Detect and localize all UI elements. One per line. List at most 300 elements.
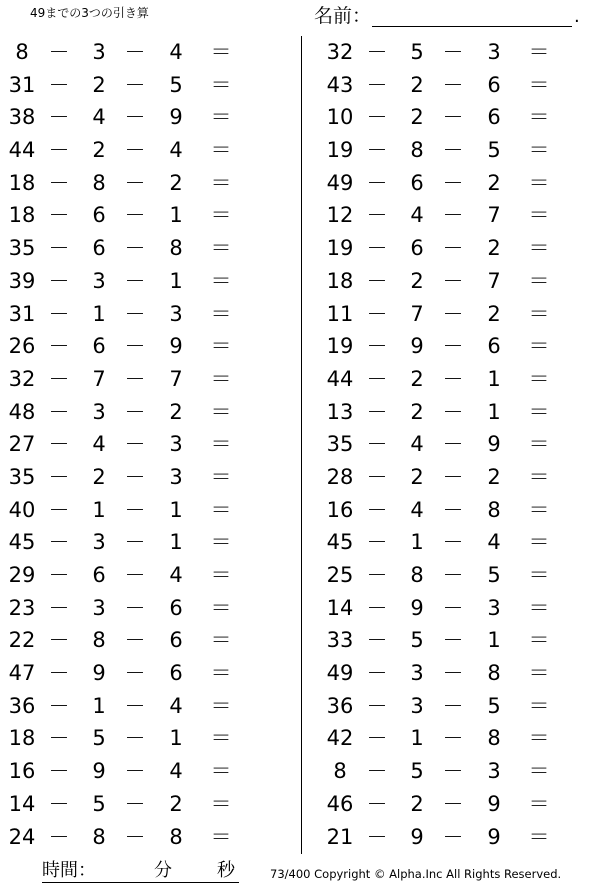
minus-sign: － bbox=[124, 791, 146, 816]
minus-sign: － bbox=[366, 628, 388, 653]
equals-sign: ＝ bbox=[528, 824, 550, 849]
first-operand: 19 bbox=[326, 236, 354, 261]
equals-sign: ＝ bbox=[210, 268, 232, 293]
minus-sign: － bbox=[124, 824, 146, 849]
third-operand: 2 bbox=[487, 464, 501, 489]
third-operand: 3 bbox=[169, 301, 183, 326]
first-operand: 45 bbox=[8, 530, 36, 555]
problem-row bbox=[318, 134, 588, 167]
minus-sign: － bbox=[48, 824, 70, 849]
minus-sign: － bbox=[442, 464, 464, 489]
third-operand: 6 bbox=[169, 628, 183, 653]
first-operand: 32 bbox=[326, 40, 354, 64]
third-operand: 4 bbox=[169, 563, 183, 587]
problem-row bbox=[0, 330, 270, 363]
first-operand: 49 bbox=[326, 661, 354, 686]
second-operand: 8 bbox=[410, 563, 424, 587]
minus-sign: － bbox=[48, 563, 70, 587]
second-operand: 9 bbox=[410, 595, 424, 620]
problem-row bbox=[0, 396, 270, 429]
minus-sign: － bbox=[442, 236, 464, 261]
first-operand: 47 bbox=[8, 661, 36, 686]
second-operand: 2 bbox=[92, 464, 106, 489]
third-operand: 8 bbox=[169, 824, 183, 849]
second-operand: 3 bbox=[92, 595, 106, 620]
problem-row bbox=[318, 232, 588, 265]
first-operand: 40 bbox=[8, 497, 36, 522]
minus-sign: － bbox=[366, 497, 388, 522]
problem-row bbox=[318, 69, 588, 102]
first-operand: 25 bbox=[326, 563, 354, 587]
equals-sign: ＝ bbox=[210, 759, 232, 784]
second-operand: 3 bbox=[92, 268, 106, 293]
problem-row bbox=[0, 199, 270, 232]
minus-sign: － bbox=[48, 105, 70, 130]
equals-sign: ＝ bbox=[210, 399, 232, 424]
problem-row bbox=[0, 624, 270, 657]
first-operand: 13 bbox=[326, 399, 354, 424]
copyright-text: Copyright © Alpha.Inc All Rights Reserved. bbox=[314, 867, 562, 881]
minus-sign: － bbox=[366, 138, 388, 163]
third-operand: 4 bbox=[169, 138, 183, 163]
first-operand: 35 bbox=[8, 464, 36, 489]
problem-row bbox=[0, 134, 270, 167]
minus-sign: － bbox=[124, 334, 146, 359]
second-operand: 2 bbox=[410, 399, 424, 424]
minus-sign: － bbox=[366, 72, 388, 97]
first-operand: 35 bbox=[326, 432, 354, 457]
problem-row bbox=[318, 396, 588, 429]
minus-sign: － bbox=[366, 661, 388, 686]
second-operand: 3 bbox=[92, 40, 106, 64]
minus-sign: － bbox=[442, 726, 464, 751]
minus-sign: － bbox=[48, 366, 70, 391]
minus-sign: － bbox=[48, 791, 70, 816]
minus-sign: － bbox=[124, 366, 146, 391]
problem-row bbox=[0, 690, 270, 723]
column-divider bbox=[301, 36, 302, 854]
minus-sign: － bbox=[366, 170, 388, 195]
problem-row bbox=[0, 657, 270, 690]
minus-sign: － bbox=[442, 497, 464, 522]
third-operand: 8 bbox=[487, 726, 501, 751]
time-field bbox=[42, 860, 239, 883]
second-operand: 6 bbox=[92, 203, 106, 228]
problem-row bbox=[318, 657, 588, 690]
third-operand: 7 bbox=[487, 268, 501, 293]
minus-sign: － bbox=[48, 530, 70, 555]
second-operand: 4 bbox=[410, 432, 424, 457]
first-operand: 29 bbox=[8, 563, 36, 587]
second-operand: 8 bbox=[92, 170, 106, 195]
first-operand: 36 bbox=[326, 693, 354, 718]
equals-sign: ＝ bbox=[210, 628, 232, 653]
problem-row bbox=[0, 36, 270, 69]
minus-sign: － bbox=[442, 759, 464, 784]
first-operand: 38 bbox=[8, 105, 36, 130]
first-operand: 16 bbox=[8, 759, 36, 784]
third-operand: 5 bbox=[487, 693, 501, 718]
problems-column-right bbox=[318, 36, 588, 853]
minus-sign: － bbox=[442, 824, 464, 849]
first-operand: 32 bbox=[8, 366, 36, 391]
minus-sign: － bbox=[366, 334, 388, 359]
second-operand: 2 bbox=[92, 138, 106, 163]
first-operand: 36 bbox=[8, 693, 36, 718]
first-operand: 18 bbox=[8, 203, 36, 228]
problem-row bbox=[318, 363, 588, 396]
minus-sign: － bbox=[48, 268, 70, 293]
minus-sign: － bbox=[366, 530, 388, 555]
third-operand: 2 bbox=[169, 399, 183, 424]
minus-sign: － bbox=[48, 759, 70, 784]
third-operand: 1 bbox=[487, 628, 501, 653]
third-operand: 1 bbox=[169, 726, 183, 751]
third-operand: 1 bbox=[487, 366, 501, 391]
minus-sign: － bbox=[366, 791, 388, 816]
equals-sign: ＝ bbox=[210, 791, 232, 816]
minus-sign: － bbox=[442, 661, 464, 686]
second-operand: 1 bbox=[92, 301, 106, 326]
third-operand: 1 bbox=[169, 530, 183, 555]
equals-sign: ＝ bbox=[528, 301, 550, 326]
second-operand: 8 bbox=[92, 824, 106, 849]
equals-sign: ＝ bbox=[210, 824, 232, 849]
minus-sign: － bbox=[366, 563, 388, 587]
minus-sign: － bbox=[442, 170, 464, 195]
third-operand: 9 bbox=[487, 432, 501, 457]
minus-sign: － bbox=[124, 399, 146, 424]
first-operand: 24 bbox=[8, 824, 36, 849]
third-operand: 1 bbox=[169, 268, 183, 293]
third-operand: 7 bbox=[169, 366, 183, 391]
equals-sign: ＝ bbox=[210, 138, 232, 163]
problem-row bbox=[0, 101, 270, 134]
minus-sign: － bbox=[48, 628, 70, 653]
equals-sign: ＝ bbox=[528, 432, 550, 457]
problem-row bbox=[318, 298, 588, 331]
equals-sign: ＝ bbox=[528, 170, 550, 195]
third-operand: 1 bbox=[169, 203, 183, 228]
equals-sign: ＝ bbox=[528, 334, 550, 359]
equals-sign: ＝ bbox=[210, 530, 232, 555]
first-operand: 14 bbox=[326, 595, 354, 620]
worksheet-title: 49までの3つの引き算 bbox=[30, 6, 149, 20]
minus-sign: － bbox=[48, 203, 70, 228]
name-line bbox=[372, 26, 572, 27]
problem-row bbox=[318, 494, 588, 527]
first-operand: 16 bbox=[326, 497, 354, 522]
minus-sign: － bbox=[48, 170, 70, 195]
footer-copyright bbox=[270, 867, 561, 881]
equals-sign: ＝ bbox=[210, 595, 232, 620]
equals-sign: ＝ bbox=[528, 268, 550, 293]
first-operand: 8 bbox=[15, 40, 29, 64]
equals-sign: ＝ bbox=[528, 366, 550, 391]
first-operand: 18 bbox=[8, 726, 36, 751]
minus-sign: － bbox=[48, 40, 70, 64]
third-operand: 2 bbox=[487, 236, 501, 261]
equals-sign: ＝ bbox=[210, 726, 232, 751]
minus-sign: － bbox=[366, 693, 388, 718]
second-operand: 4 bbox=[92, 105, 106, 130]
third-operand: 4 bbox=[487, 530, 501, 555]
third-operand: 6 bbox=[169, 661, 183, 686]
equals-sign: ＝ bbox=[528, 759, 550, 784]
problem-row bbox=[0, 526, 270, 559]
minus-sign: － bbox=[124, 759, 146, 784]
second-operand: 9 bbox=[410, 334, 424, 359]
second-operand: 4 bbox=[410, 203, 424, 228]
first-operand: 26 bbox=[8, 334, 36, 359]
equals-sign: ＝ bbox=[528, 464, 550, 489]
minus-sign: － bbox=[124, 40, 146, 64]
minus-sign: － bbox=[366, 595, 388, 620]
minus-sign: － bbox=[442, 268, 464, 293]
third-operand: 6 bbox=[487, 105, 501, 130]
minus-sign: － bbox=[124, 236, 146, 261]
first-operand: 23 bbox=[8, 595, 36, 620]
minus-sign: － bbox=[442, 693, 464, 718]
second-operand: 6 bbox=[92, 236, 106, 261]
minus-sign: － bbox=[442, 301, 464, 326]
second-operand: 2 bbox=[410, 72, 424, 97]
second-operand: 4 bbox=[92, 432, 106, 457]
second-operand: 3 bbox=[92, 530, 106, 555]
equals-sign: ＝ bbox=[528, 628, 550, 653]
problem-row bbox=[318, 821, 588, 854]
minus-sign: － bbox=[442, 595, 464, 620]
problem-row bbox=[0, 167, 270, 200]
first-operand: 42 bbox=[326, 726, 354, 751]
third-operand: 8 bbox=[487, 497, 501, 522]
equals-sign: ＝ bbox=[210, 497, 232, 522]
equals-sign: ＝ bbox=[210, 432, 232, 457]
minutes-label: 分 bbox=[154, 860, 172, 881]
second-operand: 2 bbox=[410, 366, 424, 391]
third-operand: 2 bbox=[169, 170, 183, 195]
problem-row bbox=[0, 363, 270, 396]
problem-row bbox=[318, 722, 588, 755]
second-operand: 5 bbox=[410, 40, 424, 64]
problem-row bbox=[0, 298, 270, 331]
third-operand: 2 bbox=[487, 170, 501, 195]
second-operand: 3 bbox=[410, 661, 424, 686]
name-label: 名前： bbox=[314, 5, 372, 27]
third-operand: 9 bbox=[487, 824, 501, 849]
equals-sign: ＝ bbox=[528, 595, 550, 620]
first-operand: 31 bbox=[8, 72, 36, 97]
problem-row bbox=[318, 428, 588, 461]
minus-sign: － bbox=[124, 105, 146, 130]
third-operand: 2 bbox=[487, 301, 501, 326]
minus-sign: － bbox=[366, 105, 388, 130]
problem-row bbox=[0, 265, 270, 298]
equals-sign: ＝ bbox=[528, 563, 550, 587]
minus-sign: － bbox=[124, 203, 146, 228]
problem-row bbox=[318, 526, 588, 559]
page-number: 73/400 bbox=[270, 867, 311, 881]
minus-sign: － bbox=[442, 105, 464, 130]
second-operand: 9 bbox=[92, 661, 106, 686]
equals-sign: ＝ bbox=[210, 170, 232, 195]
second-operand: 6 bbox=[410, 170, 424, 195]
equals-sign: ＝ bbox=[210, 334, 232, 359]
second-operand: 3 bbox=[410, 693, 424, 718]
minus-sign: － bbox=[124, 301, 146, 326]
problems-column-left bbox=[0, 36, 270, 853]
third-operand: 7 bbox=[487, 203, 501, 228]
equals-sign: ＝ bbox=[210, 203, 232, 228]
equals-sign: ＝ bbox=[528, 203, 550, 228]
first-operand: 21 bbox=[326, 824, 354, 849]
minus-sign: － bbox=[442, 563, 464, 587]
minus-sign: － bbox=[124, 563, 146, 587]
first-operand: 48 bbox=[8, 399, 36, 424]
third-operand: 1 bbox=[169, 497, 183, 522]
third-operand: 2 bbox=[169, 791, 183, 816]
third-operand: 5 bbox=[487, 138, 501, 163]
minus-sign: － bbox=[442, 40, 464, 64]
minus-sign: － bbox=[124, 595, 146, 620]
third-operand: 9 bbox=[169, 105, 183, 130]
problem-row bbox=[0, 69, 270, 102]
problem-row bbox=[318, 330, 588, 363]
second-operand: 6 bbox=[410, 236, 424, 261]
problem-row bbox=[0, 428, 270, 461]
second-operand: 6 bbox=[92, 334, 106, 359]
name-dot: . bbox=[574, 6, 580, 27]
minus-sign: － bbox=[48, 693, 70, 718]
third-operand: 3 bbox=[487, 40, 501, 64]
first-operand: 11 bbox=[326, 301, 354, 326]
minus-sign: － bbox=[366, 824, 388, 849]
minus-sign: － bbox=[48, 72, 70, 97]
first-operand: 28 bbox=[326, 464, 354, 489]
second-operand: 2 bbox=[410, 105, 424, 130]
equals-sign: ＝ bbox=[210, 464, 232, 489]
third-operand: 8 bbox=[487, 661, 501, 686]
problem-row bbox=[0, 755, 270, 788]
second-operand: 5 bbox=[92, 791, 106, 816]
minus-sign: － bbox=[48, 236, 70, 261]
second-operand: 6 bbox=[92, 563, 106, 587]
third-operand: 3 bbox=[169, 432, 183, 457]
first-operand: 31 bbox=[8, 301, 36, 326]
third-operand: 4 bbox=[169, 40, 183, 64]
first-operand: 35 bbox=[8, 236, 36, 261]
equals-sign: ＝ bbox=[528, 138, 550, 163]
minus-sign: － bbox=[366, 726, 388, 751]
first-operand: 22 bbox=[8, 628, 36, 653]
problem-row bbox=[0, 821, 270, 854]
minus-sign: － bbox=[48, 399, 70, 424]
equals-sign: ＝ bbox=[528, 236, 550, 261]
problem-row bbox=[0, 722, 270, 755]
minus-sign: － bbox=[442, 791, 464, 816]
equals-sign: ＝ bbox=[210, 236, 232, 261]
minus-sign: － bbox=[366, 236, 388, 261]
minus-sign: － bbox=[442, 72, 464, 97]
minus-sign: － bbox=[366, 759, 388, 784]
problem-row bbox=[318, 199, 588, 232]
first-operand: 49 bbox=[326, 170, 354, 195]
second-operand: 2 bbox=[410, 464, 424, 489]
second-operand: 8 bbox=[92, 628, 106, 653]
first-operand: 18 bbox=[8, 170, 36, 195]
first-operand: 44 bbox=[326, 366, 354, 391]
first-operand: 46 bbox=[326, 791, 354, 816]
equals-sign: ＝ bbox=[210, 301, 232, 326]
minus-sign: － bbox=[124, 726, 146, 751]
third-operand: 3 bbox=[487, 759, 501, 784]
equals-sign: ＝ bbox=[528, 726, 550, 751]
second-operand: 1 bbox=[410, 726, 424, 751]
minus-sign: － bbox=[442, 138, 464, 163]
minus-sign: － bbox=[124, 464, 146, 489]
problem-row bbox=[318, 592, 588, 625]
first-operand: 19 bbox=[326, 138, 354, 163]
minus-sign: － bbox=[442, 334, 464, 359]
second-operand: 3 bbox=[92, 399, 106, 424]
equals-sign: ＝ bbox=[210, 366, 232, 391]
second-operand: 5 bbox=[410, 628, 424, 653]
second-operand: 2 bbox=[410, 791, 424, 816]
minus-sign: － bbox=[366, 432, 388, 457]
third-operand: 3 bbox=[487, 595, 501, 620]
first-operand: 10 bbox=[326, 105, 354, 130]
third-operand: 9 bbox=[487, 791, 501, 816]
first-operand: 43 bbox=[326, 72, 354, 97]
minus-sign: － bbox=[366, 399, 388, 424]
minus-sign: － bbox=[48, 432, 70, 457]
second-operand: 5 bbox=[410, 759, 424, 784]
third-operand: 4 bbox=[169, 759, 183, 784]
first-operand: 33 bbox=[326, 628, 354, 653]
problem-row bbox=[318, 624, 588, 657]
second-operand: 7 bbox=[92, 366, 106, 391]
problem-row bbox=[318, 788, 588, 821]
first-operand: 8 bbox=[333, 759, 347, 784]
equals-sign: ＝ bbox=[528, 661, 550, 686]
minus-sign: － bbox=[124, 170, 146, 195]
equals-sign: ＝ bbox=[210, 661, 232, 686]
problem-row bbox=[318, 101, 588, 134]
problem-row bbox=[0, 461, 270, 494]
minus-sign: － bbox=[442, 628, 464, 653]
equals-sign: ＝ bbox=[528, 791, 550, 816]
minus-sign: － bbox=[124, 530, 146, 555]
second-operand: 2 bbox=[92, 72, 106, 97]
second-operand: 2 bbox=[410, 268, 424, 293]
minus-sign: － bbox=[124, 693, 146, 718]
equals-sign: ＝ bbox=[528, 40, 550, 64]
minus-sign: － bbox=[124, 432, 146, 457]
minus-sign: － bbox=[366, 203, 388, 228]
first-operand: 44 bbox=[8, 138, 36, 163]
minus-sign: － bbox=[366, 40, 388, 64]
minus-sign: － bbox=[442, 399, 464, 424]
problem-row bbox=[0, 494, 270, 527]
equals-sign: ＝ bbox=[210, 40, 232, 64]
minus-sign: － bbox=[442, 530, 464, 555]
third-operand: 9 bbox=[169, 334, 183, 359]
problem-row bbox=[318, 36, 588, 69]
equals-sign: ＝ bbox=[210, 563, 232, 587]
minus-sign: － bbox=[48, 595, 70, 620]
problem-row bbox=[318, 265, 588, 298]
equals-sign: ＝ bbox=[528, 530, 550, 555]
